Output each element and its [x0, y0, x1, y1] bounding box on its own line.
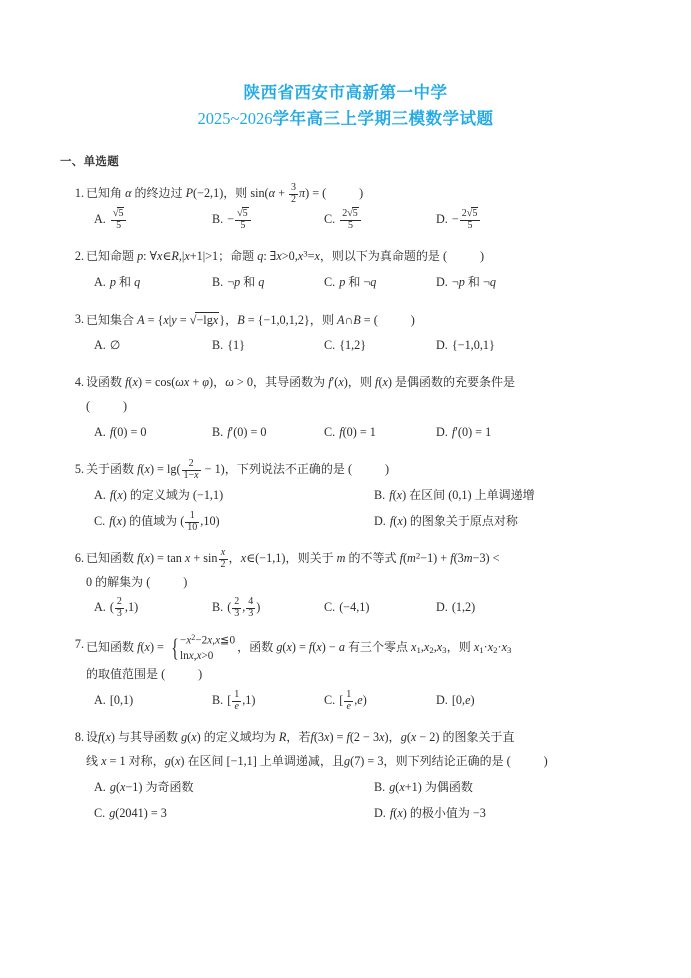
options-row [86, 595, 631, 620]
options-row [86, 270, 631, 295]
options-row-1 [86, 483, 631, 508]
question-stem: 关于函数 f(x) = lg( $\frac{2}{1-x}$ − 1)，下列说法不正确的是 ( ) [86, 457, 390, 481]
option-a[interactable]: A. ( $\frac{2}{3}$ ,1) [94, 596, 139, 620]
question-number: 7. [74, 637, 84, 652]
option-c[interactable]: C. g(2041) = 3 [94, 805, 167, 820]
question-7 [60, 633, 631, 713]
question-number: 5. [74, 461, 84, 476]
question-1 [60, 182, 631, 232]
option-d[interactable]: D. {−1,0,1} [436, 338, 495, 353]
question-stem: 已知命题 p: ∀x∈R,|x+1|>1；命题 q: $\exists x>0,x^3=x$，则以下为真命题的是 ( ) [86, 248, 485, 263]
option-c[interactable]: C. p 和 ¬q [324, 274, 377, 289]
question-stem: 已知函数 f(x) = tan x + sin $\frac{x}{2}$ ，x∈(−1,1)，则关于 m 的不等式 $f(m^2-1) + f(3m-3)$ < 0 的解集为 ( ) [86, 546, 500, 589]
options-row [86, 420, 631, 445]
exam-title [60, 107, 631, 131]
section-heading-single-choice: 一、单选题 [60, 156, 119, 168]
options-row-1 [86, 775, 631, 800]
option-c[interactable]: C. {1,2} [324, 338, 367, 353]
option-b[interactable]: B. ¬p 和 q [212, 274, 265, 289]
option-a[interactable]: A. p 和 q [94, 274, 141, 289]
question-stem: 已知角 α 的终边过 P(−2,1)，则 sin(α + $\frac{3}{2}$ π) = ( ) [86, 182, 364, 205]
options-row [86, 688, 631, 713]
piecewise-row-2: lnx,x>0 [179, 649, 214, 662]
option-d[interactable]: D. [0,e) [436, 693, 475, 708]
exam-year: 2025~2026 [197, 109, 273, 128]
page-title [60, 0, 631, 131]
option-b[interactable]: B. g(x+1) 为偶函数 [374, 779, 473, 794]
option-d[interactable]: D. − $\frac{2√5}{5}$ [436, 207, 548, 232]
option-d[interactable]: D. ¬p 和 ¬q [436, 274, 496, 289]
question-number: 4. [74, 375, 84, 390]
question-stem: 已知集合 A = {x|y = √−lgx}，B = {−1,0,1,2}，则 A∩B = ( ) [86, 312, 415, 327]
option-d[interactable]: D. (1,2) [436, 600, 476, 615]
exam-subject: 学年高三上学期三模数学试题 [272, 110, 494, 128]
option-d[interactable]: D. f(x) 的极小值为 −3 [374, 805, 486, 820]
option-a[interactable]: A. g(x−1) 为奇函数 [94, 779, 194, 794]
option-a[interactable]: A. f(0) = 0 [94, 424, 147, 439]
question-number: 2. [74, 248, 84, 263]
option-b[interactable]: B. f(x) 在区间 (0,1) 上单调递增 [374, 487, 535, 502]
option-c[interactable]: C. f(x) 的值域为 ( $\frac{1}{10}$ ,10) [94, 509, 220, 533]
option-a[interactable]: A. f(x) 的定义域为 (−1,1) [94, 487, 224, 502]
question-3 [60, 308, 631, 359]
option-d[interactable]: D. f′(0) = 1 [436, 424, 492, 439]
option-c[interactable]: C. $\frac{2√5}{5}$ [324, 207, 436, 232]
question-number: 1. [74, 186, 84, 200]
option-d[interactable]: D. f(x) 的图象关于原点对称 [374, 513, 518, 528]
options-row-2 [86, 801, 631, 826]
options-row-2 [86, 509, 631, 534]
option-a[interactable]: A. $\frac{√5}{5}$ [94, 207, 212, 232]
question-8 [60, 726, 631, 826]
option-c[interactable]: C. f(0) = 1 [324, 424, 376, 439]
question-5 [60, 458, 631, 534]
option-b[interactable]: B. {1} [212, 338, 245, 353]
question-2 [60, 245, 631, 295]
question-stem: 设函数 f(x) = cos(ωx + φ)，ω > 0，其导函数为 f′(x)，则 f(x) 是偶函数的充要条件是 ( ) [86, 375, 516, 414]
option-b[interactable]: B. ( $\frac{2}{3}$ , $\frac{4}{3}$ ) [212, 596, 261, 620]
question-4 [60, 371, 631, 445]
option-b[interactable]: B. f′(0) = 0 [212, 424, 267, 439]
option-c[interactable]: C. (−4,1) [324, 600, 370, 615]
option-a[interactable]: A. ∅ [94, 338, 121, 353]
question-stem: 已知函数 f(x) = { $-x^2-2x,x≦0$ lnx,x>0 ，函数 g(x) = f(x) − a 有三个零点 $x_1,x_2,x_3$，则 $x_1\cdot x_2\cdot x_3$ 的取值范围是 ( ) [86, 633, 512, 682]
piecewise-function: { $-x^2-2x,x≦0$ lnx,x>0 [171, 633, 236, 662]
question-number: 6. [74, 550, 84, 565]
option-b[interactable]: B. − $\frac{√5}{5}$ [212, 207, 324, 232]
school-name: 陕西省西安市高新第一中学 [243, 84, 448, 102]
option-b[interactable]: B. [ $\frac{1}{e}$ ,1) [212, 689, 256, 712]
question-6 [60, 547, 631, 621]
options-row [86, 333, 631, 358]
option-c[interactable]: C. [ $\frac{1}{e}$ ,e) [324, 689, 367, 712]
piecewise-row-1: $-x^2-2x,x≦0$ [179, 633, 236, 647]
option-a[interactable]: A. [0,1) [94, 693, 134, 708]
question-number: 3. [74, 311, 84, 326]
question-stem: 设f(x) 与其导函数 g(x) 的定义域均为 R，若f(3x) = f(2 − 3x)，g(x − 2) 的图象关于直 线 x = 1 对称，g(x) 在区间 [−1,1] 上单调递减，且g(7) = 3，则下列结论正确的是 ( ) [86, 730, 548, 768]
options-row [86, 207, 631, 232]
question-number: 8. [74, 730, 84, 745]
